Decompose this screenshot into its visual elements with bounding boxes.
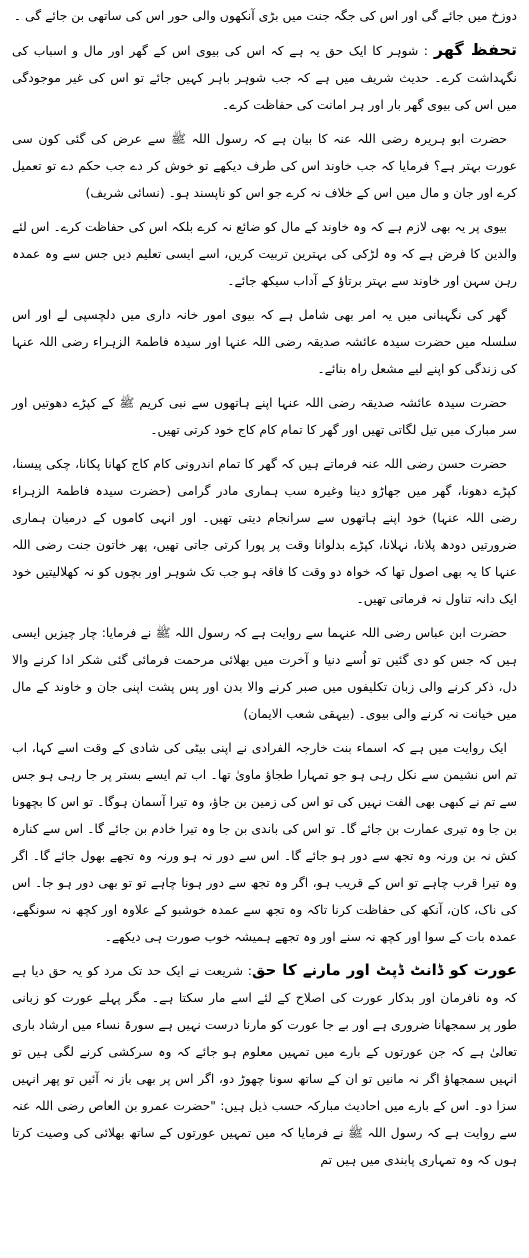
section-discipline-text: : شریعت نے ایک حد تک مرد کو یہ حق دیا ہے کہ وہ نافرمان اور بدکار عورت کی اصلاح کے لئے اسے مار سکتا ہے۔ مگر پہلے عورت کو زبانی طور پر سمجھانا ضروری ہے اور بے جا عورت کو مارنا درست نہیں ہے سورۃ نساء میں ارشاد باری تعالیٰ ہے کہ جن عورتوں کے بارے میں تمہیں معلوم ہو جائے کہ وہ سرکشی کرنے لگی ہیں تو انہیں سمجھاؤ اگر نہ مانیں تو ان کے ساتھ سونا چھوڑ دو، اگر اس پر بھی باز نہ آئیں تو پھر انہیں سزا دو۔ اس کے بارے میں احادیث مبارکہ حسب ذیل ہیں: "حضرت عمرو بن العاص رضی اللہ عنہ سے روایت ہے کہ رسول اللہ ﷺ نے فرمایا کہ میں تمہیں عورتوں کے ساتھ بھلائی کی وصیت کرتا ہوں کہ وہ تمہاری پابندی میں ہیں تم bbox=[12, 963, 517, 1167]
paragraph-hasan: حضرت حسن رضی اللہ عنہ فرماتے ہیں کہ گھر کا تمام اندرونی کام کاج کھانا پکانا، چکی پیسنا، کپڑے دھونا، گھر میں جھاڑو دینا وغیرہ سب ہماری مادر گرامی (حضرت سیدہ فاطمۃ الزہراء رضی اللہ عنہا) خود اپنے ہاتھوں سے سرانجام دیتی تھیں۔ اور انہی کاموں کے درمیان ہماری ضرورتیں دودھ پلانا، نہلانا، کپڑے بدلوانا وقت پر پورا کرتی جاتی تھیں، پھر خاتون جنت رضی اللہ عنہا کا یہ بھی اصول تھا کہ خواہ دو وقت کا فاقہ ہو جب تک شوہر اور بچوں کو نہ کھلالیتیں خود ایک دانہ تناول نہ فرماتی تھیں۔ bbox=[12, 456, 517, 606]
section-house-protection bbox=[12, 36, 517, 118]
paragraph-aisha: حضرت سیدہ عائشہ صدیقہ رضی اللہ عنہا اپنے ہاتھوں سے نبی کریم ﷺ کے کپڑے دھوتیں اور سر مبارک میں تیل لگاتی تھیں اور گھر کا تمام کام کاج خود کرتی تھیں۔ bbox=[12, 395, 517, 437]
section-discipline bbox=[12, 957, 517, 1173]
heading-discipline: عورت کو ڈانٹ ڈپٹ اور مارنے کا حق bbox=[251, 961, 517, 979]
paragraph-wife-duty: بیوی پر یہ بھی لازم ہے کہ وہ خاوند کے مال کو ضائع نہ کرے بلکہ اس کی حفاظت کرے۔ اس لئے والدین کا فرض ہے کہ وہ لڑکی کی بہترین تربیت کریں، اسے ایسی تعلیم دیں جس سے وہ عمدہ رہن سہن اور خاوند سے بہتر برتاؤ کے آداب سیکھ جائے۔ bbox=[12, 219, 517, 288]
paragraph-abu-hurairah: حضرت ابو ہریرہ رضی اللہ عنہ کا بیان ہے کہ رسول اللہ ﷺ سے عرض کی گئی کون سی عورت بہتر ہے؟ فرمایا کہ جب خاوند اس کی طرف دیکھے تو خوش کر دے جب حکم دے تو تعمیل کرے اور جان و مال میں اس کے خلاف نہ کرے جو اس کو ناپسند ہو۔ (نسائی شریف) bbox=[12, 131, 517, 200]
paragraph-ibn-abbas: حضرت ابن عباس رضی اللہ عنہما سے روایت ہے کہ رسول اللہ ﷺ نے فرمایا: چار چیزیں ایسی ہیں کہ جس کو دی گئیں تو اُسے دنیا و آخرت میں بھلائی مرحمت فرمائی گئی شکر ادا کرنے والا دل، ذکر کرنے والی زبان تکلیفوں میں صبر کرنے والا بدن اور پس پشت اپنی جان و خاوند کے مال میں خیانت نہ کرنے والی بیوی۔ (بیہقی شعب الایمان) bbox=[12, 625, 517, 721]
paragraph-asma: ایک روایت میں ہے کہ اسماء بنت خارجہ الفرادی نے اپنی بیٹی کی شادی کے وقت اسے کہا، اب تم اس نشیمن سے نکل رہی ہو جو تمہارا طجاؤ ماویٰ تھا۔ اب تم ایسے بستر پر جا رہی ہو جس سے تم نے کبھی بھی الفت نہیں کی تو اس کی زمین بن جاؤ، وہ تیرا آسمان ہوگا۔ تو اس کا بچھونا بن جا وہ تیری عمارت بن جائے گا۔ تو اس کی باندی بن جا وہ تیرا خادم بن جائے گا۔ اس سے کنارہ کش نہ بن ورنہ وہ تجھ سے دور ہو جائے گا۔ اس سے دور نہ ہو ورنہ وہ تجھے بھول جائے گا۔ اگر وہ تیرا قرب چاہے تو اس کے قریب ہو، اگر وہ تجھ سے دور ہونا چاہے تو تو بھی دور ہو جا۔ اس کی ناک، کان، آنکھ کی حفاظت کرنا تاکہ وہ تجھ سے عمدہ خوشبو کے علاوہ اور کچھ نہ سونگھے، عمدہ بات کے سوا اور کچھ نہ سنے اور وہ تجھے ہمیشہ خوب صورت ہی دیکھے۔ bbox=[12, 740, 517, 944]
section-house-protection-text: : شوہر کا ایک حق یہ ہے کہ اس کی بیوی اس کے گھر اور مال و اسباب کی نگہداشت کرے۔ حدیث شریف میں ہے کہ جب شوہر باہر کہیں جائے تو اس کی غیر موجودگی میں اس کی بیوی گھر بار اور ہر امانت کی حفاظت کرے۔ bbox=[12, 43, 517, 112]
paragraph-intro-end: دوزخ میں جائے گی اور اس کی جگہ جنت میں بڑی آنکھوں والی حور اس کی ساتھی بن جائے گی ۔ bbox=[13, 8, 517, 23]
paragraph-household: گھر کی نگہبانی میں یہ امر بھی شامل ہے کہ بیوی امور خانہ داری میں دلچسپی لے اور اس سلسلہ میں حضرت سیدہ عائشہ صدیقہ رضی اللہ عنہا اور سیدہ فاطمۃ الزہراء رضی اللہ عنہا کی زندگی کو اپنے لیے مشعل راہ بنائے۔ bbox=[12, 307, 517, 376]
heading-house-protection: تحفظ گھر bbox=[433, 40, 518, 59]
